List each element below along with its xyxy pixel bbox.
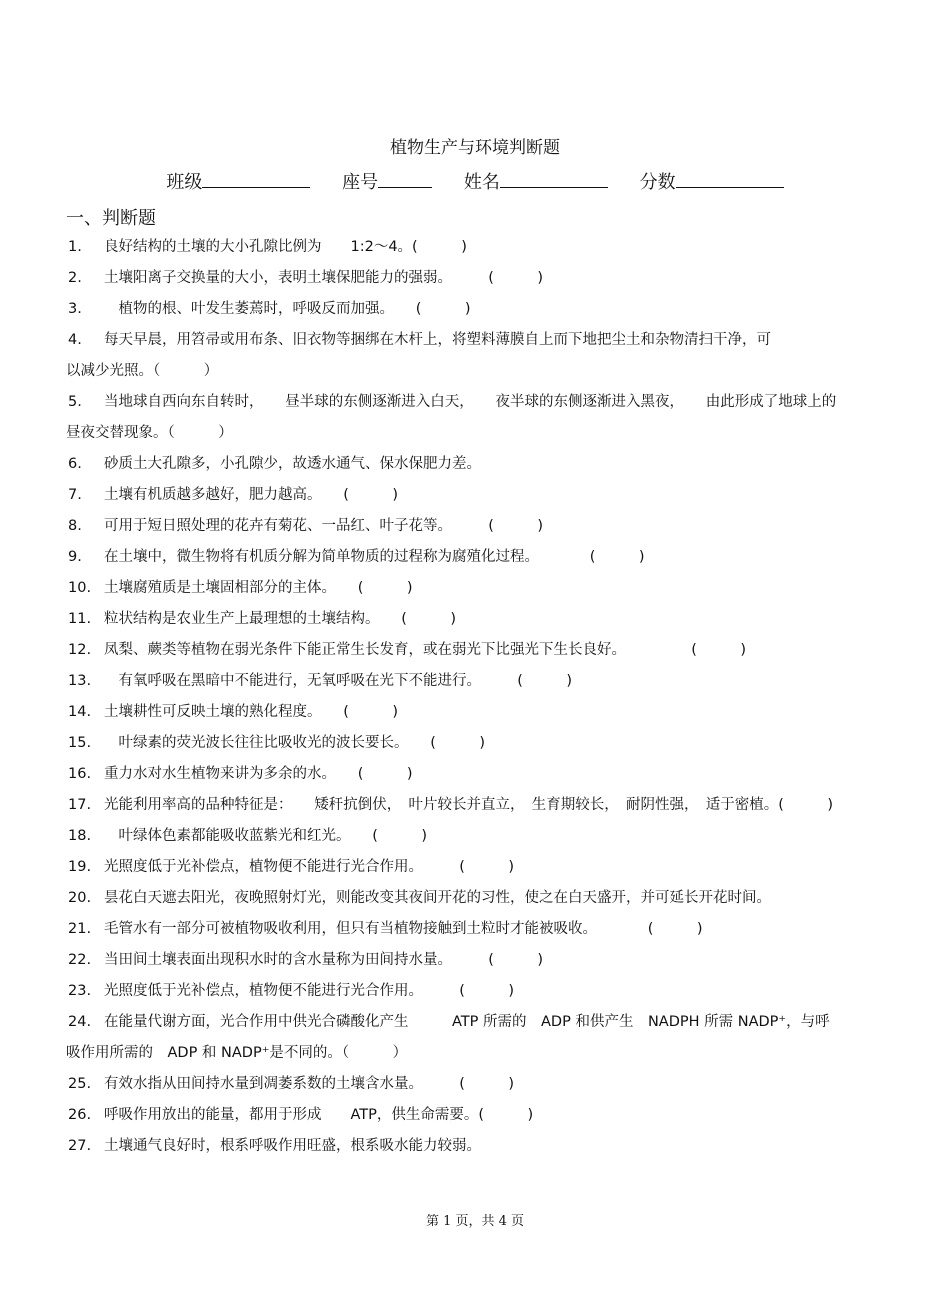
question-text: 光能利用率高的品种特征是： 矮秆抗倒伏， 叶片较长并直立， 生育期较长， 耐阴性强， 适于密植。( ): [104, 797, 834, 813]
question-number: 3.: [68, 301, 82, 317]
question-text-continued: 昼夜交替现象。（ ）: [66, 425, 233, 441]
question-item: [68, 976, 920, 1007]
question-text: 在土壤中，微生物将有机质分解为简单物质的过程称为腐殖化过程。 ( ): [104, 549, 645, 565]
question-item: [68, 1100, 920, 1131]
question-number: 27.: [68, 1138, 92, 1154]
question-number: 7.: [68, 487, 82, 503]
question-text: 光照度低于光补偿点，植物便不能进行光合作用。 ( ): [104, 983, 515, 999]
question-item: [68, 604, 920, 635]
question-item: [68, 449, 920, 480]
name-field: [464, 168, 608, 194]
question-text-continued: 以减少光照。（ ）: [66, 363, 219, 379]
seat-field: [342, 168, 432, 194]
question-number: 23.: [68, 983, 92, 999]
question-item: [68, 821, 920, 852]
question-item: [68, 759, 920, 790]
question-text: 当地球自西向东自转时， 昼半球的东侧逐渐进入白天， 夜半球的东侧逐渐进入黑夜， 由此形成了地球上的: [104, 394, 837, 410]
question-text: 昙花白天遮去阳光，夜晚照射灯光，则能改变其夜间开花的习性，使之在白天盛开，并可延长开花时间。: [104, 890, 771, 906]
score-label: 分数: [639, 172, 676, 193]
question-item: [68, 263, 920, 294]
question-text: 叶绿素的荧光波长往往比吸收光的波长要长。 ( ): [104, 735, 486, 751]
question-number: 13.: [68, 673, 92, 689]
question-text: 土壤有机质越多越好，肥力越高。 ( ): [104, 487, 399, 503]
question-text: 良好结构的土壤的大小孔隙比例为 1:2～4。( ): [104, 239, 467, 255]
question-item: [68, 852, 920, 883]
question-text: 当田间土壤表面出现积水时的含水量称为田间持水量。 ( ): [104, 952, 544, 968]
question-number: 10.: [68, 580, 92, 596]
question-text: 砂质土大孔隙多，小孔隙少，故透水通气、保水保肥力差。: [104, 456, 481, 472]
question-text: 有效水指从田间持水量到凋萎系数的土壤含水量。 ( ): [104, 1076, 515, 1092]
question-number: 5.: [68, 394, 82, 410]
question-item: [68, 387, 920, 418]
question-item: [68, 511, 920, 542]
question-item: [68, 635, 920, 666]
question-number: 25.: [68, 1076, 92, 1092]
question-item: [68, 325, 920, 356]
question-number: 19.: [68, 859, 92, 875]
name-label: 姓名: [463, 172, 500, 193]
question-item: [68, 666, 920, 697]
question-text: 每天早晨，用笤帚或用布条、旧衣物等捆绑在木杆上，将塑料薄膜自上而下地把尘土和杂物清扫干净，可: [104, 332, 771, 348]
seat-blank[interactable]: [378, 169, 432, 188]
question-number: 16.: [68, 766, 92, 782]
question-number: 4.: [68, 332, 82, 348]
question-text-continued: 吸作用所需的 ADP 和 NADP⁺是不同的。（ ）: [66, 1045, 408, 1061]
section-title: 一、判断题: [66, 208, 156, 229]
question-item: [68, 542, 920, 573]
question-item: [68, 883, 920, 914]
question-text: 土壤腐殖质是土壤固相部分的主体。 ( ): [104, 580, 413, 596]
question-text: 有氧呼吸在黑暗中不能进行，无氧呼吸在光下不能进行。 ( ): [104, 673, 573, 689]
question-number: 22.: [68, 952, 92, 968]
question-text: 可用于短日照处理的花卉有菊花、一品红、叶子花等。 ( ): [104, 518, 544, 534]
question-number: 26.: [68, 1107, 92, 1123]
question-number: 2.: [68, 270, 82, 286]
student-info-row: [0, 168, 950, 194]
question-text: 凤梨、蕨类等植物在弱光条件下能正常生长发育，或在弱光下比强光下生长良好。 ( ): [104, 642, 747, 658]
question-number: 6.: [68, 456, 82, 472]
question-text: 叶绿体色素都能吸收蓝紫光和红光。 ( ): [104, 828, 428, 844]
question-text: 植物的根、叶发生萎蔫时，呼吸反而加强。 ( ): [104, 301, 471, 317]
page-title: 植物生产与环境判断题: [390, 138, 560, 158]
question-number: 11.: [68, 611, 92, 627]
question-number: 9.: [68, 549, 82, 565]
question-item: [68, 790, 920, 821]
question-number: 18.: [68, 828, 92, 844]
question-number: 15.: [68, 735, 92, 751]
question-number: 17.: [68, 797, 92, 813]
question-text: 土壤阳离子交换量的大小，表明土壤保肥能力的强弱。 ( ): [104, 270, 544, 286]
question-text: 土壤耕性可反映土壤的熟化程度。 ( ): [104, 704, 399, 720]
question-item: [68, 697, 920, 728]
seat-label: 座号: [342, 172, 379, 193]
question-number: 1.: [68, 239, 82, 255]
question-item: [68, 232, 920, 263]
question-item: [68, 728, 920, 759]
question-number: 21.: [68, 921, 92, 937]
question-number: 20.: [68, 890, 92, 906]
question-text: 在能量代谢方面，光合作用中供光合磷酸化产生 ATP 所需的 ADP 和供产生 NADPH 所需 NADP⁺，与呼: [104, 1014, 830, 1030]
question-number: 8.: [68, 518, 82, 534]
question-item: [68, 914, 920, 945]
class-field: [166, 168, 310, 194]
class-label: 班级: [166, 172, 203, 193]
class-blank[interactable]: [202, 169, 310, 188]
question-item: [68, 480, 920, 511]
question-text: 光照度低于光补偿点，植物便不能进行光合作用。 ( ): [104, 859, 515, 875]
question-text: 粒状结构是农业生产上最理想的土壤结构。 ( ): [104, 611, 457, 627]
question-text: 毛管水有一部分可被植物吸收利用，但只有当植物接触到土粒时才能被吸收。 ( ): [104, 921, 703, 937]
question-number: 14.: [68, 704, 92, 720]
name-blank[interactable]: [500, 169, 608, 188]
question-item: [68, 945, 920, 976]
question-number: 12.: [68, 642, 92, 658]
score-blank[interactable]: [676, 169, 784, 188]
score-field: [640, 168, 784, 194]
question-text: 呼吸作用放出的能量，都用于形成 ATP，供生命需要。( ): [104, 1107, 534, 1123]
question-number: 24.: [68, 1014, 92, 1030]
question-item: [68, 573, 920, 604]
question-text: 土壤通气良好时，根系呼吸作用旺盛，根系吸水能力较弱。: [104, 1138, 481, 1154]
question-item: [68, 1131, 920, 1162]
page-footer: 第 1 页，共 4 页: [425, 1214, 525, 1229]
question-item: [68, 1007, 920, 1038]
question-item: [68, 294, 920, 325]
question-text: 重力水对水生植物来讲为多余的水。 ( ): [104, 766, 413, 782]
question-item: [68, 1069, 920, 1100]
